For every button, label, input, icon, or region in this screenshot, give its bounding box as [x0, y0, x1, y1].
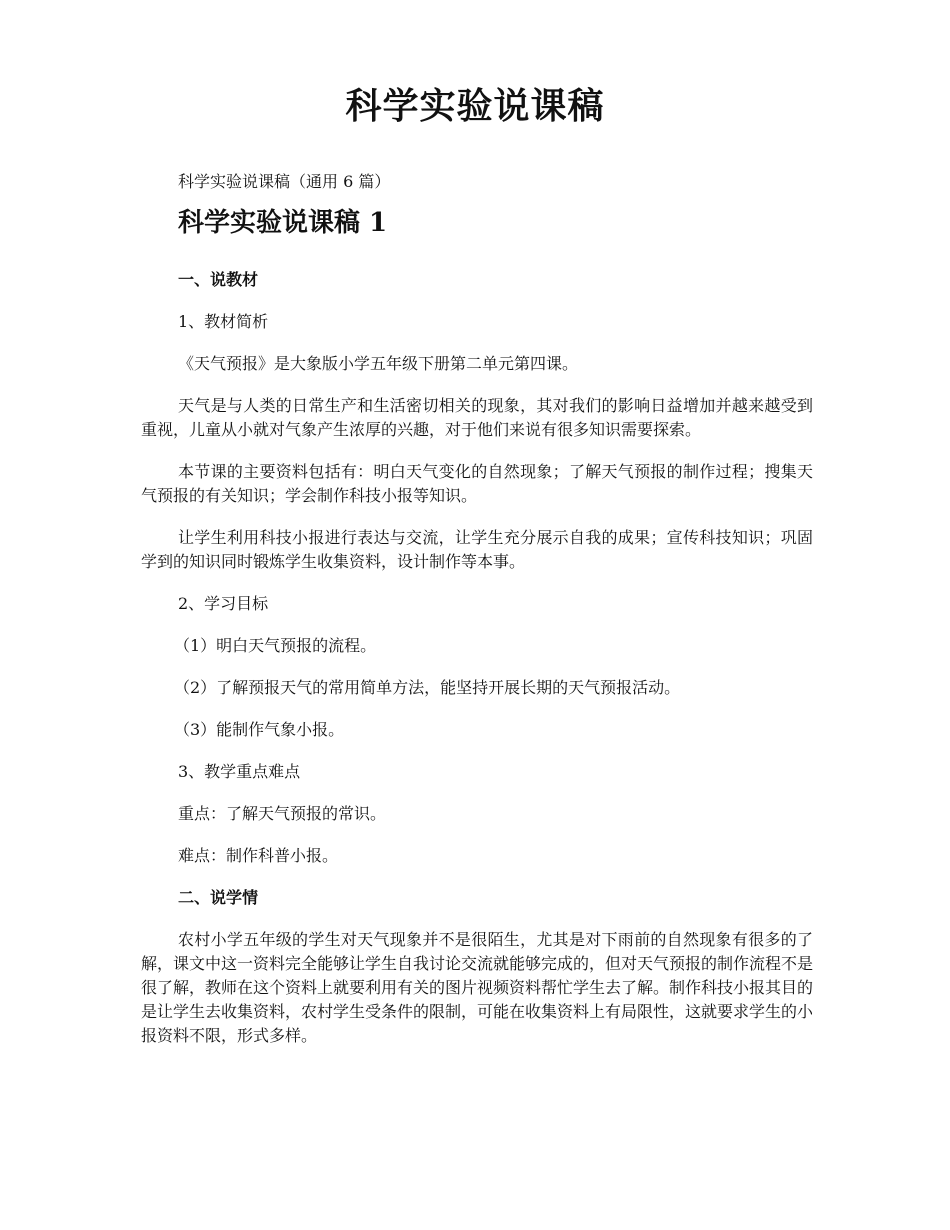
- paragraph-student-analysis: 农村小学五年级的学生对天气现象并不是很陌生，尤其是对下雨前的自然现象有很多的了解，课文中这一资料完全能够让学生自我讨论交流就能够完成的，但对天气预报的制作流程不是很了解，教师在这个资料上就要利用有关的图片视频资料帮忙学生去了解。制作科技小报其目的是让学生去收集资料，农村学生受条件的限制，可能在收集资料上有局限性，这就要求学生的小报资料不限，形式多样。: [141, 930, 814, 1045]
- heading-textbook: 一、说教材: [178, 270, 259, 289]
- section-title: 科学实验说课稿 1: [178, 208, 388, 238]
- paragraph-lesson-info: 《天气预报》是大象版小学五年级下册第二单元第四课。: [178, 354, 579, 373]
- heading-students: 二、说学情: [178, 888, 259, 907]
- document-body: [141, 168, 813, 1066]
- goal-item-3: （3）能制作气象小报。: [174, 720, 345, 739]
- goal-item-2: （2）了解预报天气的常用简单方法，能坚持开展长期的天气预报活动。: [174, 678, 681, 697]
- paragraph-science-report: 让学生利用科技小报进行表达与交流，让学生充分展示自我的成果；宣传科技知识；巩固学到的知识同时锻炼学生收集资料，设计制作等本事。: [141, 528, 813, 571]
- key-point: 重点：了解天气预报的常识。: [178, 804, 387, 823]
- subheading-key-points: 3、教学重点难点: [178, 762, 301, 781]
- subheading-goals: 2、学习目标: [178, 594, 269, 613]
- difficulty-point: 难点：制作科普小报。: [178, 846, 339, 865]
- subheading-analysis: 1、教材简析: [178, 312, 269, 331]
- goal-item-1: （1）明白天气预报的流程。: [174, 636, 377, 655]
- document-title: 科学实验说课稿: [345, 85, 605, 127]
- paragraph-weather-importance: 天气是与人类的日常生产和生活密切相关的现象，其对我们的影响日益增加并越来越受到重视，儿童从小就对气象产生浓厚的兴趣，对于他们来说有很多知识需要探索。: [141, 396, 813, 439]
- document-subtitle: 科学实验说课稿（通用 6 篇）: [178, 172, 391, 191]
- paragraph-main-content: 本节课的主要资料包括有：明白天气变化的自然现象；了解天气预报的制作过程；搜集天气预报的有关知识；学会制作科技小报等知识。: [141, 462, 813, 505]
